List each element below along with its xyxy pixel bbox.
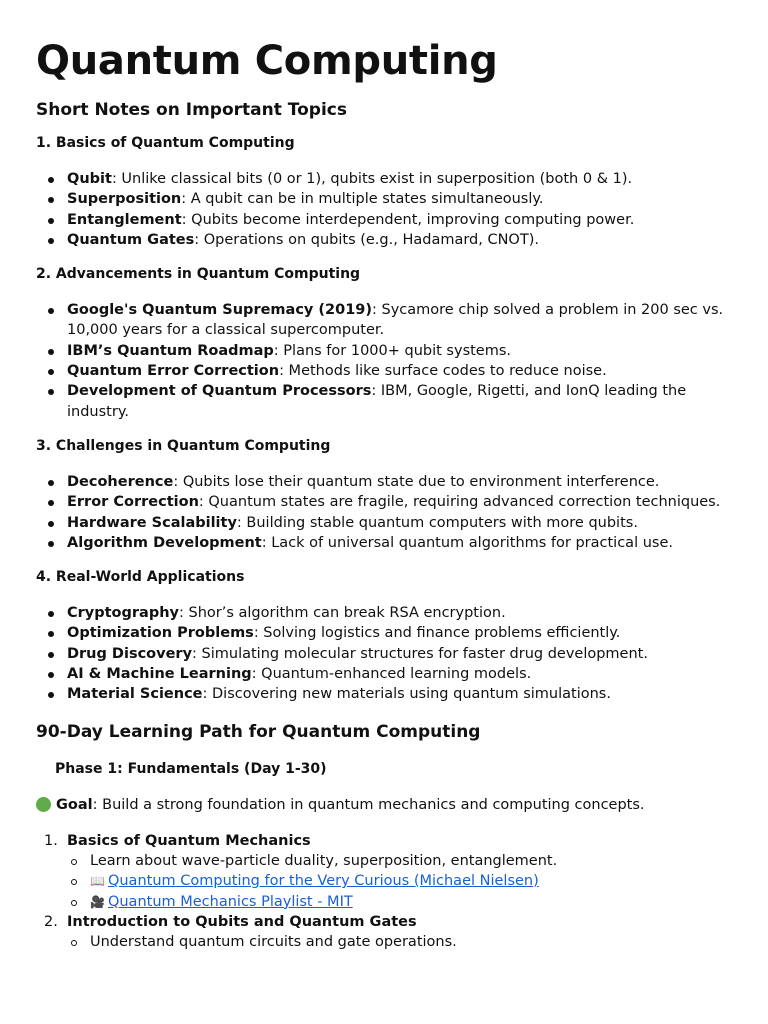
term-description: : Lack of universal quantum algorithms for practical use. (261, 534, 673, 551)
section-heading-short-notes: Short Notes on Important Topics (36, 100, 347, 120)
list-item (36, 533, 738, 553)
movie-camera-icon: 🎥 (90, 894, 105, 909)
term-description: : Methods like surface codes to reduce noise. (279, 363, 607, 380)
section-heading-learning-path: 90-Day Learning Path for Quantum Computing (36, 721, 481, 742)
term-label: Cryptography (67, 605, 179, 622)
sub-list-item (67, 871, 738, 891)
list-item (36, 472, 738, 492)
list-item (36, 684, 738, 704)
bullet-list-challenges (36, 472, 738, 553)
term-description: : IBM, Google, Rigetti, and IonQ leading the industry. (67, 383, 687, 420)
term-description: : Shor’s algorithm can break RSA encryption. (179, 605, 506, 622)
term-label: Google's Quantum Supremacy (2019) (67, 302, 373, 319)
term-label: AI & Machine Learning (67, 666, 252, 683)
sub-list-item (67, 851, 738, 871)
learning-step (36, 912, 738, 953)
sub-list-item (67, 932, 738, 952)
term-label: Material Science (67, 686, 203, 703)
term-description: : A qubit can be in multiple states simultaneously. (181, 191, 544, 208)
term-description: : Unlike classical bits (0 or 1), qubits exist in superposition (both 0 & 1). (111, 171, 633, 187)
sub-list-item (67, 892, 738, 912)
list-item (36, 341, 738, 361)
step-title: Introduction to Qubits and Quantum Gates (67, 913, 417, 930)
list-item (36, 603, 738, 623)
sub-item-text: Learn about wave-particle duality, superposition, entanglement. (90, 852, 558, 869)
term-description: : Quantum-enhanced learning models. (251, 666, 532, 683)
term-label: Error Correction (67, 494, 199, 511)
term-label: IBM’s Quantum Roadmap (67, 342, 274, 359)
book-icon: 📖 (90, 874, 105, 889)
term-description: : Plans for 1000+ qubit systems. (273, 342, 512, 359)
term-label: Drug Discovery (67, 645, 193, 662)
term-description: : Simulating molecular structures for faster drug development. (192, 645, 648, 662)
step-title: Basics of Quantum Mechanics (67, 832, 311, 849)
bullet-list-basics (36, 169, 738, 250)
list-item (36, 664, 738, 684)
resource-link-nielsen[interactable]: Quantum Computing for the Very Curious (Michael Nielsen) (107, 873, 539, 890)
term-label: Qubit (67, 171, 112, 187)
list-item (36, 361, 738, 381)
term-description: : Sycamore chip solved a problem in 200 sec vs. 10,000 years for a classical supercomputer. (67, 302, 724, 339)
learning-step (36, 831, 738, 912)
topic-heading-applications: 4. Real-World Applications (36, 569, 245, 586)
goal-label: Goal (56, 796, 93, 813)
topic-heading-challenges: 3. Challenges in Quantum Computing (36, 437, 331, 454)
phase-heading: Phase 1: Fundamentals (Day 1-30) (55, 760, 327, 777)
term-description: : Discovering new materials using quantum simulations. (202, 686, 611, 703)
term-label: Quantum Error Correction (67, 363, 280, 380)
step-subitems (67, 932, 738, 952)
list-item (36, 644, 738, 664)
step-number: 2. (44, 913, 58, 930)
list-item (36, 210, 738, 230)
list-item (36, 300, 738, 341)
term-label: Quantum Gates (67, 231, 195, 248)
term-description: : Qubits lose their quantum state due to environment interference. (173, 473, 660, 490)
bullet-list-advancements (36, 300, 738, 422)
list-item (36, 381, 738, 422)
term-label: Entanglement (67, 211, 182, 228)
term-description: : Quantum states are fragile, requiring advanced correction techniques. (198, 494, 721, 511)
term-description: : Solving logistics and finance problems efficiently. (253, 625, 621, 642)
term-label: Decoherence (67, 473, 174, 490)
topic-heading-basics: 1. Basics of Quantum Computing (36, 135, 295, 151)
term-description: : Building stable quantum computers with more qubits. (236, 514, 638, 531)
step-subitems (67, 851, 738, 912)
document-title: Quantum Computing (36, 38, 498, 84)
list-item (36, 623, 738, 643)
list-item (36, 492, 738, 512)
term-label: Development of Quantum Processors (67, 383, 372, 400)
goal-line (36, 795, 738, 815)
term-description: : Operations on qubits (e.g., Hadamard, CNOT). (194, 231, 539, 248)
list-item (36, 189, 738, 209)
green-circle-icon (36, 797, 51, 812)
term-label: Optimization Problems (67, 625, 254, 642)
term-description: : Qubits become interdependent, improving computing power. (181, 211, 635, 228)
list-item (36, 230, 738, 250)
term-label: Hardware Scalability (67, 514, 237, 531)
term-label: Superposition (67, 191, 182, 208)
list-item (36, 513, 738, 533)
topic-heading-advancements: 2. Advancements in Quantum Computing (36, 266, 361, 283)
step-number: 1. (44, 832, 58, 849)
list-item (36, 169, 738, 189)
learning-steps-list (36, 831, 738, 953)
resource-link-mit-playlist[interactable]: Quantum Mechanics Playlist - MIT (107, 893, 353, 910)
sub-item-text: Understand quantum circuits and gate operations. (90, 934, 457, 951)
goal-text: : Build a strong foundation in quantum mechanics and computing concepts. (92, 796, 645, 813)
bullet-list-applications (36, 603, 738, 704)
term-label: Algorithm Development (67, 534, 262, 551)
